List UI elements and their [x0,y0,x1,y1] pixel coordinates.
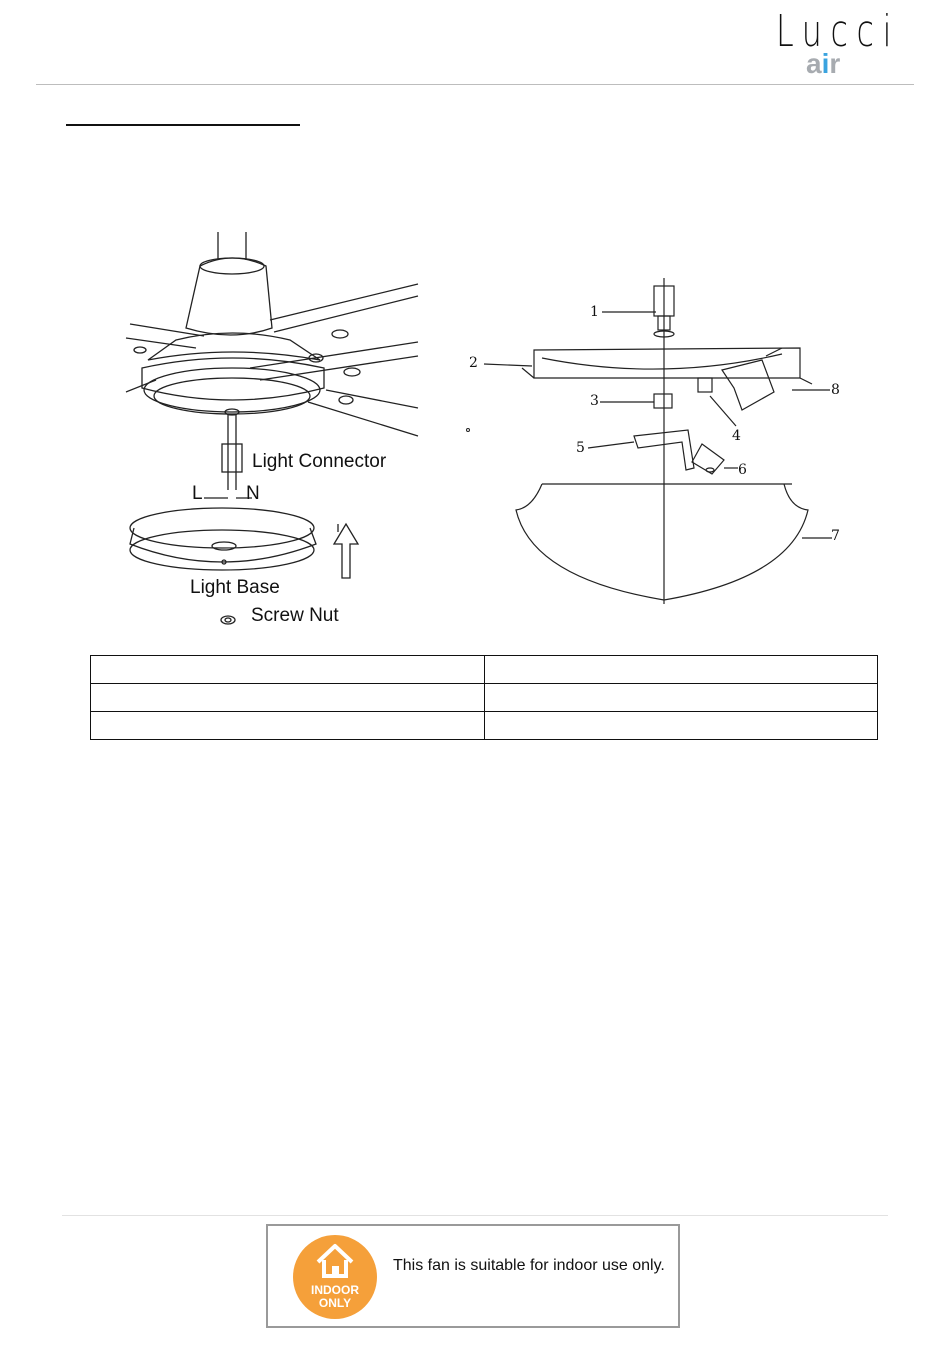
table-cell [91,712,485,740]
table-row [91,656,878,684]
callout-1: 1 [590,304,599,320]
badge-line-only: ONLY [318,1296,352,1310]
light-base-label: Light Base [190,577,280,598]
brand-air-i: i [821,48,830,79]
badge-line-indoor: INDOOR [311,1283,359,1297]
brand-air-a: a [806,48,822,79]
callout-8: 8 [831,382,840,398]
section-heading-underline [66,124,300,126]
footer-divider [62,1215,888,1216]
light-connector-label: Light Connector [252,451,387,472]
live-wire-label: L [192,483,203,504]
table-cell [484,656,878,684]
screw-nut-label: Screw Nut [251,605,339,626]
callout-2: 2 [469,355,478,371]
callout-5: 5 [576,440,585,456]
table-cell [91,656,485,684]
brand-logo-air [806,48,840,80]
neutral-wire-label: N [246,483,260,504]
callout-7: 7 [831,528,840,544]
table-cell [484,684,878,712]
callout-4: 4 [732,428,741,444]
callout-6: 6 [738,462,747,478]
ceiling-fan-drawing [120,232,420,632]
brand-logo-lucci: Lucci [776,6,901,57]
indoor-only-badge-text [293,1284,377,1310]
table-row [91,684,878,712]
table-row [91,712,878,740]
header-divider [36,84,914,85]
brand-air-r: r [829,48,841,79]
light-kit-exploded-drawing [462,278,862,608]
callout-3: 3 [590,393,599,409]
table-cell [91,684,485,712]
indoor-notice-text: This fan is suitable for indoor use only. [393,1257,665,1274]
table-cell [484,712,878,740]
house-icon [314,1242,356,1280]
parts-table [90,655,878,740]
